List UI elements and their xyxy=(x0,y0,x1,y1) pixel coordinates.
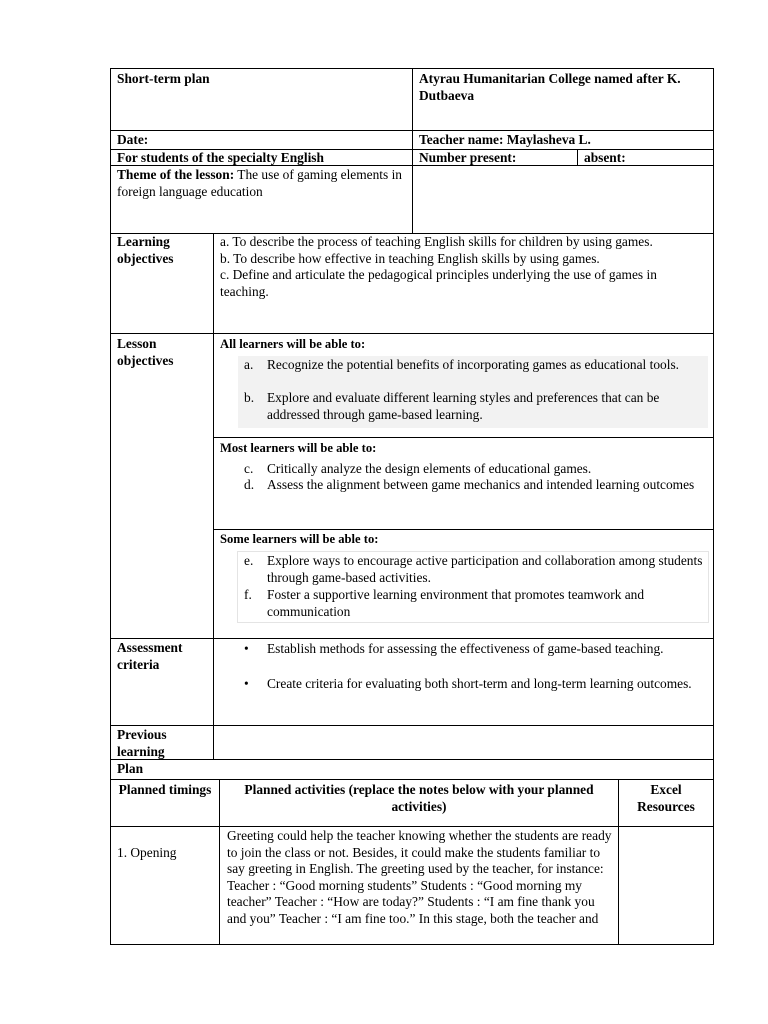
item-marker: a. xyxy=(244,357,254,372)
all-learners-heading: All learners will be able to: xyxy=(220,337,366,351)
assessment-criteria-label: Assessment criteria xyxy=(117,640,183,672)
theme-text: The use of gaming elements in foreign language education xyxy=(117,167,402,199)
item-text: Critically analyze the design elements of educational games. xyxy=(267,461,592,476)
short-term-plan-label: Short-term plan xyxy=(117,71,210,86)
learning-objective-c: c. Define and articulate the pedagogical principles underlying the use of games in teaching. xyxy=(220,267,657,299)
col-header-timings: Planned timings xyxy=(118,782,212,797)
number-present-label: Number present: xyxy=(419,150,517,165)
date-label: Date: xyxy=(117,132,149,147)
opening-timing: 1. Opening xyxy=(117,845,177,860)
item-text: Explore and evaluate different learning styles and preferences that can be addressed through game-based learning. xyxy=(267,390,660,422)
lesson-objectives-label: Lesson objectives xyxy=(117,336,174,368)
item-text: Explore ways to encourage active participation and collaboration among students through game-based activities. xyxy=(267,553,703,585)
item-marker: e. xyxy=(244,553,254,568)
learning-objectives-text xyxy=(220,234,708,300)
item-marker: b. xyxy=(244,390,255,405)
learning-objective-a: a. To describe the process of teaching English skills for children by using games. xyxy=(220,234,653,249)
students-specialty: For students of the specialty English xyxy=(117,150,324,165)
item-marker: d. xyxy=(244,477,255,492)
absent-label: absent: xyxy=(584,150,626,165)
col-header-activities: Planned activities (replace the notes below with your planned activities) xyxy=(244,782,594,814)
some-learners-heading: Some learners will be able to: xyxy=(220,532,379,546)
lesson-theme xyxy=(117,167,407,200)
col-header-resources: Excel Resources xyxy=(637,782,695,814)
item-text: Foster a supportive learning environment that promotes teamwork and communication xyxy=(267,587,645,619)
college-name: Atyrau Humanitarian College named after K. Dutbaeva xyxy=(419,71,681,103)
bullet-icon: • xyxy=(244,641,249,656)
bullet-icon: • xyxy=(244,676,249,691)
item-text: Create criteria for evaluating both short-term and long-term learning outcomes. xyxy=(267,676,692,691)
most-learners-heading: Most learners will be able to: xyxy=(220,441,377,455)
teacher-name: Teacher name: Maylasheva L. xyxy=(419,132,591,147)
item-marker: f. xyxy=(244,587,252,602)
item-marker: c. xyxy=(244,461,254,476)
learning-objectives-label: Learning objectives xyxy=(117,234,174,266)
item-text: Establish methods for assessing the effectiveness of game-based teaching. xyxy=(267,641,664,656)
theme-label: Theme of the lesson: xyxy=(117,167,235,182)
opening-activity-text: Greeting could help the teacher knowing whether the students are ready to join the class or not. Besides, it could make the students familiar to say greeting in English. The greeting used by the teacher, for instance: Teacher : “Good morning students” Students : “Good morning my teacher” Teacher : “How are today?” Students : “I am fine thank you and you” Teacher : “I am fine too.” In this stage, both the teacher and xyxy=(227,828,612,926)
item-text: Recognize the potential benefits of incorporating games as educational tools. xyxy=(267,357,680,372)
previous-learning-label: Previous learning xyxy=(117,727,167,759)
plan-label: Plan xyxy=(117,761,144,776)
item-text: Assess the alignment between game mechanics and intended learning outcomes xyxy=(267,477,695,492)
learning-objective-b: b. To describe how effective in teaching English skills by using games. xyxy=(220,250,600,266)
